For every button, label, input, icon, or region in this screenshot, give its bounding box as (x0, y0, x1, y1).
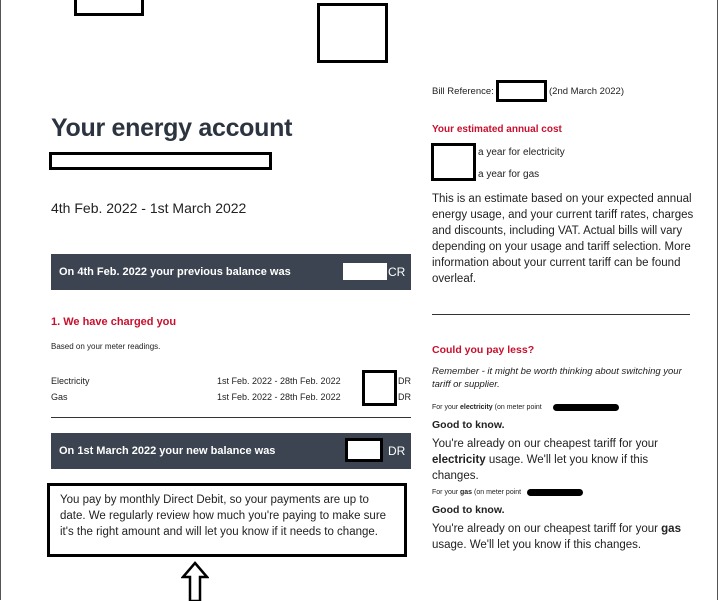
bill-reference-label: Bill Reference: (432, 86, 494, 97)
gas-meter-line (432, 489, 521, 496)
electricity-good-to-know: Good to know. (432, 419, 505, 431)
gas-tariff-text (432, 521, 694, 553)
charge-row-electricity-suffix: DR (398, 376, 411, 386)
payment-note: You pay by monthly Direct Debit, so your payments are up to date. We regularly review how much you're paying to make sure it's the right amount and will let you know if it needs to change. (47, 483, 407, 557)
electricity-tariff-fuel: electricity (432, 454, 486, 466)
redaction-box-top-left (74, 0, 144, 16)
electricity-tariff-text (432, 436, 694, 484)
page-title: Your energy account (51, 114, 293, 142)
charge-row-electricity-label: Electricity (51, 376, 90, 386)
gas-meter-label: (on meter point (474, 489, 522, 496)
redaction-scribble-electricity (553, 404, 619, 411)
electricity-tariff-after: usage. We'll let you know if this changes. (432, 454, 649, 482)
charge-row-electricity-period: 1st Feb. 2022 - 28th Feb. 2022 (217, 376, 341, 386)
charges-subtext: Based on your meter readings. (51, 342, 161, 351)
redaction-box-previous-balance (343, 263, 387, 280)
new-balance-label: On 1st March 2022 your new balance was (59, 445, 276, 457)
electricity-tariff-before: You're already on our cheapest tariff for your (432, 438, 658, 450)
redaction-box-name (49, 152, 272, 170)
annual-cost-heading: Your estimated annual cost (432, 124, 562, 135)
charge-row-gas-suffix: DR (398, 392, 411, 402)
charges-heading: 1. We have charged you (51, 316, 177, 328)
electricity-meter-label: (on meter point (494, 404, 542, 411)
annual-cost-gas: a year for gas (478, 169, 540, 180)
previous-balance-suffix: CR (388, 265, 406, 279)
electricity-meter-line (432, 404, 542, 411)
redaction-box-bill-reference (496, 80, 547, 102)
gas-meter-fuel: gas (460, 489, 473, 496)
pay-less-heading: Could you pay less? (432, 344, 535, 356)
previous-balance-label: On 4th Feb. 2022 your previous balance was (59, 266, 291, 278)
gas-tariff-before: You're already on our cheapest tariff for your (432, 523, 658, 535)
electricity-meter-prefix: For your (432, 404, 459, 411)
redaction-box-annual-cost (431, 143, 476, 181)
charge-row-gas-label: Gas (51, 392, 68, 402)
bill-reference-date: (2nd March 2022) (549, 86, 624, 97)
electricity-meter-fuel: electricity (460, 404, 493, 411)
gas-tariff-after: usage. We'll let you know if this changes. (432, 539, 642, 551)
redaction-scribble-gas (527, 489, 583, 496)
redaction-box-charges (362, 370, 397, 406)
billing-period: 4th Feb. 2022 - 1st March 2022 (51, 200, 247, 216)
gas-meter-prefix: For your (432, 489, 459, 496)
redaction-box-new-balance (345, 438, 383, 462)
new-balance-suffix: DR (388, 444, 406, 458)
charge-row-gas-period: 1st Feb. 2022 - 28th Feb. 2022 (217, 392, 341, 402)
new-balance-bar (51, 433, 411, 469)
section-divider (432, 314, 690, 315)
pay-less-reminder: Remember - it might be worth thinking about switching your tariff or supplier. (432, 366, 682, 390)
annual-cost-electricity: a year for electricity (478, 147, 565, 158)
redaction-box-top-center (317, 3, 388, 63)
gas-good-to-know: Good to know. (432, 504, 505, 516)
gas-tariff-fuel: gas (661, 523, 681, 535)
up-arrow-icon (181, 561, 209, 601)
charges-divider (51, 417, 411, 418)
annual-cost-description: This is an estimate based on your expected annual energy usage, and your current tariff rates, charges and discounts, including VAT. Actual bills will vary depending on your usage and tariff selection. More information about your current tariff can be found overleaf. (432, 193, 694, 285)
previous-balance-bar (51, 254, 411, 290)
